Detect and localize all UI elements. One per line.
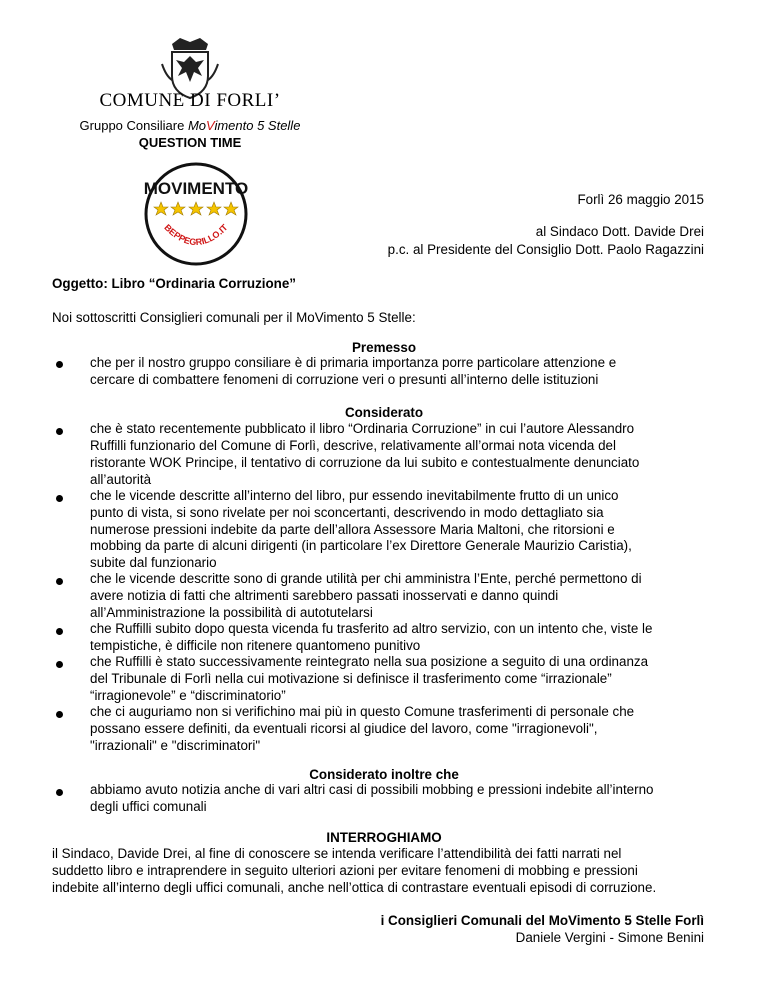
logo-arc-text: BEPPEGRILLO.IT	[162, 222, 230, 248]
considerato-b1-l4: all’autorità	[90, 472, 152, 487]
considerato-b1-l1: che è stato recentemente pubblicato il libro “Ordinaria Corruzione” in cui l’autore Alessandro	[90, 421, 635, 436]
considerato-b3-l1: che le vicende descritte sono di grande utilità per chi amministra l’Ente, perché permettono di	[90, 571, 642, 586]
considerato-b6-l1: che ci auguriamo non si verifichino mai più in questo Comune trasferimenti di personale che	[90, 704, 635, 719]
intro: Noi sottoscritti Consiglieri comunali per il MoVimento 5 Stelle:	[52, 310, 416, 325]
date-line: Forlì 26 maggio 2015	[577, 192, 704, 207]
bullet-dot	[56, 789, 63, 796]
interroghiamo-l2: suddetto libro e intraprendere in seguito ulteriori azioni per evitare fenomeni di mobbing e pressioni	[52, 863, 638, 878]
bullet-dot	[56, 628, 63, 635]
premesso-b1-l1: che per il nostro gruppo consiliare è di primaria importanza porre particolare attenzione e	[90, 355, 617, 370]
interroghiamo-heading: INTERROGHIAMO	[326, 830, 442, 845]
considerato-b1-l3: ristorante WOK Principe, il tentativo di corruzione da lui subito e contestualmente denunciato	[90, 455, 640, 470]
bullet-dot	[56, 711, 63, 718]
bullet-dot	[56, 495, 63, 502]
considerato-heading: Considerato	[344, 405, 424, 420]
considerato-b5-l1: che Ruffilli è stato successivamente reintegrato nella sua posizione a seguito di una ordinanza	[90, 654, 649, 669]
gruppo-mo: Mo	[187, 118, 206, 133]
interroghiamo-l3: indebite all’interno degli uffici comunali, anche nell’ottica di contrastare eventuali episodi di corruzione.	[52, 880, 657, 895]
considerato-b4-l1: che Ruffilli subito dopo questa vicenda fu trasferito ad altro servizio, con un intento che, viste le	[90, 621, 653, 636]
considerato-b3-l2: avere notizia di fatti che altrimenti sarebbero passati inosservati e danno quindi	[90, 588, 559, 603]
logo-word: MOVIMENTO	[143, 179, 249, 198]
inoltre-b1-l1: abbiamo avuto notizia anche di vari altri casi di possibili mobbing e pressioni indebite all’interno	[90, 782, 654, 797]
considerato-b2-l5: subite dal funzionario	[90, 555, 217, 570]
bullet-dot	[56, 361, 63, 368]
considerato-b2-l4: mobbing da parte di alcuni dirigenti (in particolare l’ex Direttore Generale Maurizio Caristia),	[90, 538, 632, 553]
comune-title: COMUNE DI FORLI’	[99, 90, 281, 111]
signature-group: i Consiglieri Comunali del MoVimento 5 Stelle Forlì	[380, 913, 704, 928]
considerato-b3-l3: all’Amministrazione la possibilità di autotutelarsi	[90, 605, 373, 620]
premesso-b1-l2: cercare di combattere fenomeni di corruzione veri o presunti all’interno delle istituzioni	[90, 372, 599, 387]
considerato-b1-l2: Ruffilli funzionario del Comune di Forlì, descrive, relativamente all’ormai nota vicenda del	[90, 438, 616, 453]
considerato-b2-l2: punto di vista, si sono rivelate per noi sconcertanti, descrivendo in modo dettagliato sia	[90, 505, 604, 520]
premesso-heading: Premesso	[351, 340, 417, 355]
considerato-b6-l3: "irrazionali" e "discriminatori"	[90, 738, 261, 753]
gruppo-consiliare	[0, 118, 380, 133]
considerato-b2-l1: che le vicende descritte all’interno del libro, pur essendo inevitabilmente frutto di un unico	[90, 488, 619, 503]
considerato-b2-l3: numerose pressioni indebite da parte dell’allora Assessore Maria Maltoni, che ritorsioni e	[90, 522, 615, 537]
considerato-b5-l2: del Tribunale di Forlì nella cui motivazione si definisce il trasferimento come “irrazionale”	[90, 671, 612, 686]
signature-names: Daniele Vergini - Simone Benini	[515, 930, 704, 945]
considerato-b6-l2: possano essere definiti, da eventuali ricorsi al giudice del lavoro, come "irragionevoli",	[90, 721, 598, 736]
bullet-dot	[56, 661, 63, 668]
inoltre-b1-l2: degli uffici comunali	[90, 799, 207, 814]
question-time-label: QUESTION TIME	[138, 135, 242, 150]
cc-line: p.c. al Presidente del Consiglio Dott. Paolo Ragazzini	[387, 242, 704, 257]
considerato-b4-l2: tempistiche, è difficile non ritenere quantomeno punitivo	[90, 638, 421, 653]
interroghiamo-l1: il Sindaco, Davide Drei, al fine di conoscere se intenda verificare l’attendibilità dei fatti narrati nel	[52, 846, 622, 861]
inoltre-heading: Considerato inoltre che	[309, 767, 459, 782]
oggetto: Oggetto: Libro “Ordinaria Corruzione”	[52, 276, 297, 291]
gruppo-prefix: Gruppo Consiliare	[79, 118, 188, 133]
gruppo-v: V	[206, 118, 215, 133]
movimento-logo	[142, 160, 250, 268]
bullet-dot	[56, 578, 63, 585]
considerato-b5-l3: “irragionevole” e “discriminatorio”	[90, 688, 286, 703]
gruppo-suffix: imento 5 Stelle	[214, 118, 301, 133]
bullet-dot	[56, 428, 63, 435]
recipient-line: al Sindaco Dott. Davide Drei	[535, 224, 704, 239]
